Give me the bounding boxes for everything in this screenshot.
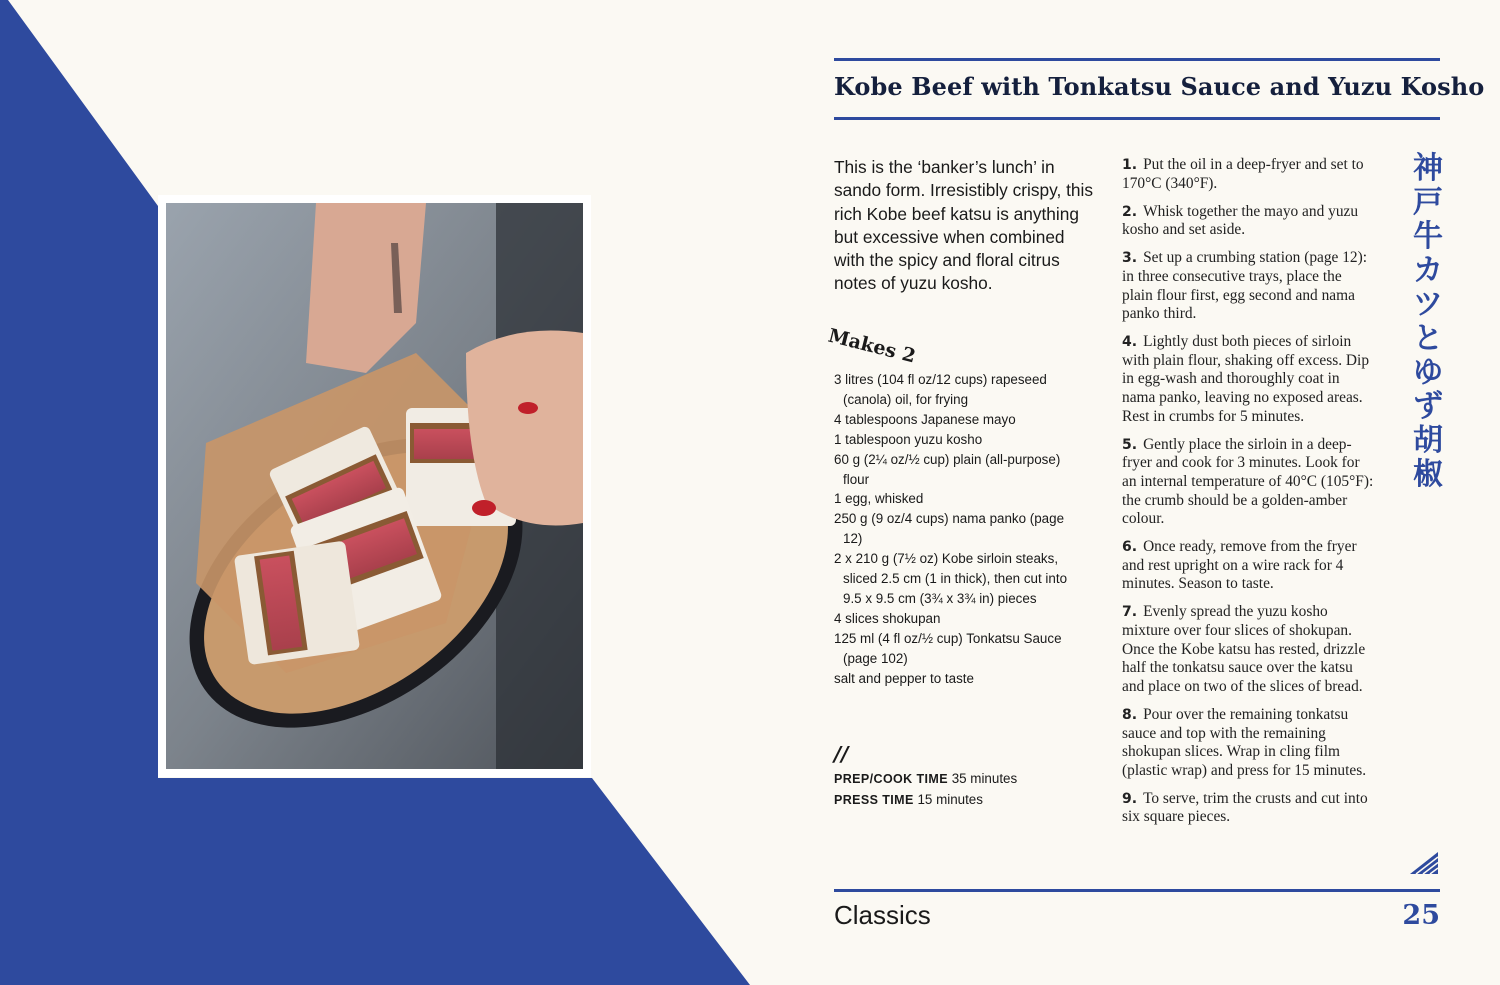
step-number: 4. bbox=[1122, 334, 1138, 351]
prep-time-label: PREP/COOK TIME bbox=[834, 772, 948, 786]
prep-time-value: 35 minutes bbox=[951, 771, 1018, 786]
page-number: 25 bbox=[1402, 900, 1440, 931]
kobe-katsu-sando-image bbox=[166, 203, 583, 769]
step-text: Put the oil in a deep-fryer and set to 170°C (340°F). bbox=[1122, 156, 1364, 192]
ingredient-item: salt and pepper to taste bbox=[834, 670, 974, 686]
step-number: 2. bbox=[1122, 203, 1138, 220]
press-time-label: PRESS TIME bbox=[834, 793, 914, 807]
method-step bbox=[1122, 790, 1376, 827]
recipe-title: Kobe Beef with Tonkatsu Sauce and Yuzu Kosho bbox=[834, 72, 1485, 101]
recipe-photo bbox=[158, 195, 591, 777]
ingredient-item: 4 slices shokupan bbox=[834, 610, 941, 626]
ingredient-item: 250 g (9 oz/4 cups) nama panko (page 12) bbox=[834, 511, 1065, 547]
method-step bbox=[1122, 333, 1376, 426]
step-text: Evenly spread the yuzu kosho mixture over four slices of shokupan. Once the Kobe katsu has rested, drizzle half the tonkatsu sauce over the katsu and place on two of the slices of bread. bbox=[1122, 603, 1366, 695]
ingredient-item: 3 litres (104 fl oz/12 cups) rapeseed (canola) oil, for frying bbox=[834, 372, 1047, 407]
makes-label: Makes 2 bbox=[826, 324, 918, 368]
step-text: Once ready, remove from the fryer and rest upright on a wire rack for 4 minutes. Season to taste. bbox=[1122, 538, 1357, 593]
title-top-rule bbox=[834, 58, 1440, 61]
method-step bbox=[1122, 603, 1376, 696]
ingredient-list bbox=[834, 370, 1074, 689]
ingredient-item: 1 tablespoon yuzu kosho bbox=[834, 431, 983, 447]
step-text: Lightly dust both pieces of sirloin with plain flour, shaking off excess. Dip in egg-wash and thoroughly coat in nama panko, leaving no exposed areas. Rest in crumbs for 5 minutes. bbox=[1122, 333, 1370, 425]
step-number: 9. bbox=[1122, 790, 1138, 807]
step-number: 6. bbox=[1122, 539, 1138, 556]
title-bottom-rule bbox=[834, 117, 1440, 120]
japanese-title: 神戸牛カツとゆず胡椒 bbox=[1413, 151, 1443, 492]
step-text: Whisk together the mayo and yuzu kosho and set aside. bbox=[1122, 202, 1359, 239]
method-steps bbox=[1122, 156, 1376, 837]
method-step bbox=[1122, 538, 1376, 594]
step-number: 3. bbox=[1122, 250, 1138, 267]
method-step bbox=[1122, 436, 1376, 529]
section-divider: // bbox=[834, 742, 849, 766]
step-number: 1. bbox=[1122, 157, 1138, 173]
method-step bbox=[1122, 156, 1376, 193]
section-name: Classics bbox=[834, 900, 931, 930]
ingredient-item: 2 x 210 g (7½ oz) Kobe sirloin steaks, sliced 2.5 cm (1 in thick), then cut into 9.5 x 9.5 cm (3¾ x 3¾ in) pieces bbox=[834, 551, 1068, 606]
method-step bbox=[1122, 706, 1376, 780]
step-number: 7. bbox=[1122, 604, 1138, 621]
ingredient-item: 4 tablespoons Japanese mayo bbox=[834, 411, 1016, 427]
step-number: 8. bbox=[1122, 706, 1138, 723]
recipe-intro: This is the ‘banker’s lunch’ in sando form. Irresistibly crispy, this rich Kobe beef katsu is anything but excessive when combined with the spicy and floral citrus notes of yuzu kosho. bbox=[834, 157, 1093, 294]
ingredient-item: 125 ml (4 fl oz/½ cup) Tonkatsu Sauce (page 102) bbox=[834, 630, 1062, 666]
step-text: Pour over the remaining tonkatsu sauce and top with the remaining shokupan slices. Wrap in cling film (plastic wrap) and press for 15 minutes. bbox=[1122, 705, 1367, 779]
step-text: Set up a crumbing station (page 12): in three consecutive trays, place the plain flour first, egg second and nama panko third. bbox=[1122, 249, 1368, 323]
footer-rule bbox=[834, 889, 1440, 892]
method-step bbox=[1122, 249, 1376, 323]
step-text: To serve, trim the crusts and cut into six square pieces. bbox=[1122, 789, 1368, 826]
ingredient-item: 1 egg, whisked bbox=[834, 491, 924, 507]
step-text: Gently place the sirloin in a deep-fryer and cook for 3 minutes. Look for an internal temperature of 40°C (105°F): the crumb should be a golden-amber colour. bbox=[1122, 435, 1374, 528]
method-step bbox=[1122, 203, 1376, 240]
prep-time bbox=[834, 771, 1017, 786]
ingredient-item: 60 g (2¼ oz/½ cup) plain (all-purpose) flour bbox=[834, 451, 1061, 487]
press-time bbox=[834, 792, 983, 807]
press-time-value: 15 minutes bbox=[917, 792, 983, 807]
step-number: 5. bbox=[1122, 436, 1138, 453]
page-corner-stripes-icon bbox=[1410, 850, 1440, 876]
